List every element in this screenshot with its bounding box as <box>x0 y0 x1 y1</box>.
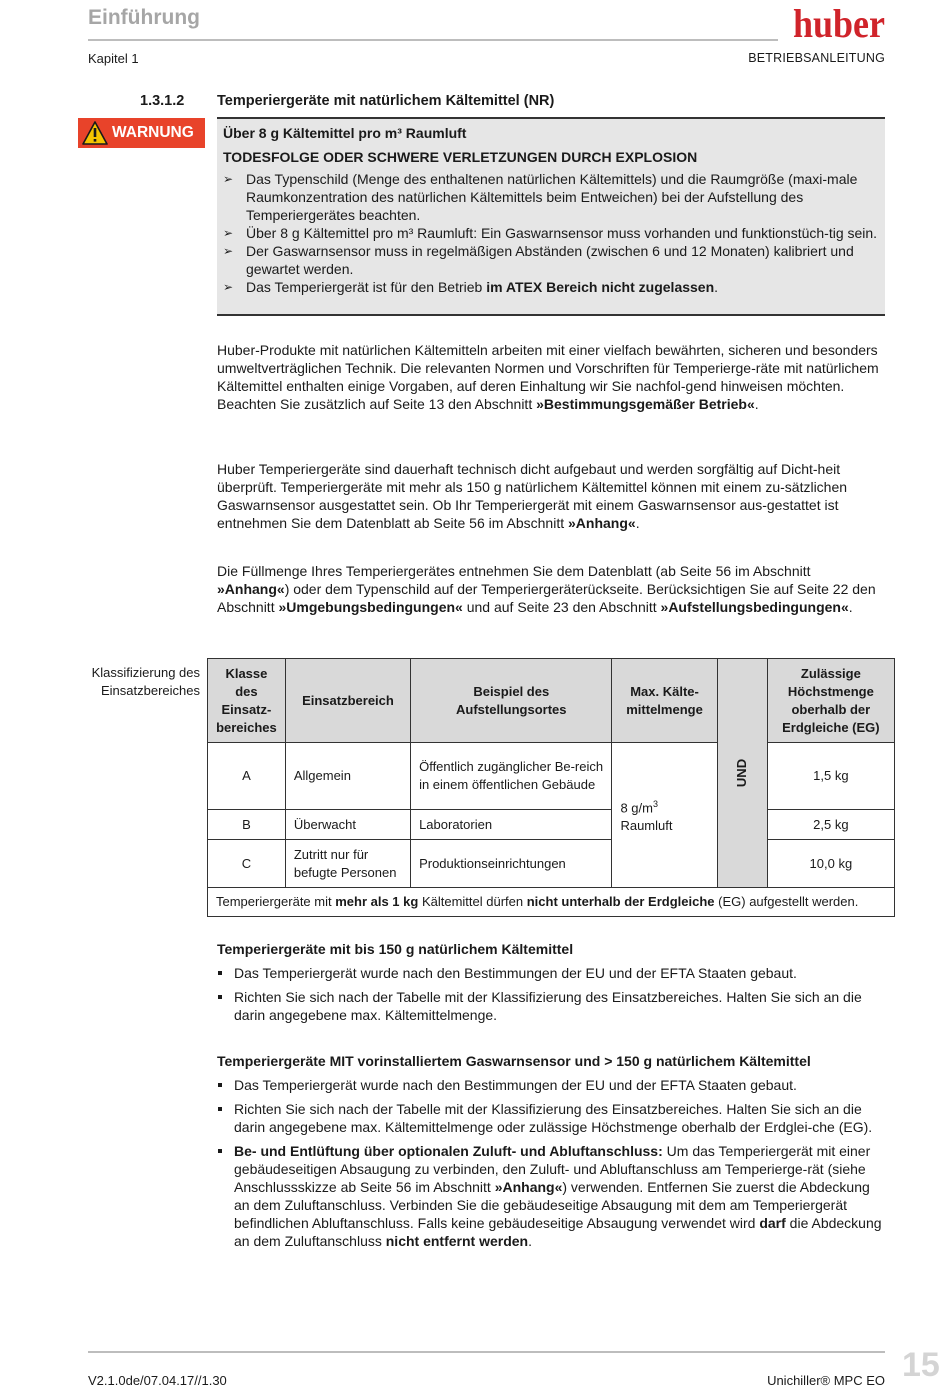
p3-b: »Anhang« <box>217 581 285 597</box>
warning-item: ➢ Das Typenschild (Menge des enthaltenen natürlichen Kältemittels) und die Raumgröße (maxi-male Raumkonzentration des natürlichen Kältemittels beim Entweichen) bei der Aufstellung des Temperiergerätes beachten. <box>223 170 879 224</box>
subsection-title: Temperiergeräte mit natürlichem Kältemittel (NR) <box>217 93 555 109</box>
warning-badge-label: WARNUNG <box>112 124 194 141</box>
table-footer-row <box>208 888 895 917</box>
warning-triangle-icon <box>82 121 108 145</box>
p1-text: Huber-Produkte mit natürlichen Kältemitteln arbeiten mit einer vielfach bewährten, sicheren und besonders umweltverträglichen Technik. Die relevanten Normen und Vorschriften für Temperierge-räte mit natürlichem Kältemittel enthalten einige Vorgaben, auf deren Einhaltung wir Sie nachfol-gend hinweisen möchten. Beachten Sie zusätzlich auf Seite 13 den Abschnitt <box>217 342 879 412</box>
max-unit: Raumluft <box>620 818 673 834</box>
p3-f: »Aufstellungsbedingungen« <box>660 599 849 615</box>
warning-list <box>223 170 879 296</box>
section-150-title: Temperiergeräte mit bis 150 g natürlichem Kältemittel <box>217 941 574 957</box>
cell-einsatz: Allgemein <box>285 743 410 810</box>
cell-einsatz: Überwacht <box>285 810 410 840</box>
item3-f: nicht entfernt werden <box>385 1233 529 1249</box>
warning-item-4-bold: im ATEX Bereich nicht zugelassen <box>486 279 715 295</box>
list-item: Das Temperiergerät wurde nach den Bestimmungen der EU und der EFTA Staaten gebaut. <box>217 964 885 982</box>
cell-klasse: B <box>208 810 286 840</box>
p2-text: Huber Temperiergeräte sind dauerhaft technisch dicht aufgebaut und werden sorgfältig auf Dicht-heit überprüft. Temperiergeräte mit mehr als 150 g natürlichem Kältemittel können mit einem zu-sätzlichen Gaswarnsensor ausgestattet sein. Ob Ihr Temperiergerät mit einem Gaswarnsensor aus-gestattet ist entnehmen Sie dem Datenblatt ab Seite 56 im Abschnitt <box>217 461 848 531</box>
p3-d: »Umgebungsbedingungen« <box>278 599 463 615</box>
list-item <box>217 1142 885 1250</box>
th-zul: Zulässige Höchstmenge oberhalb der Erdgleiche (EG) <box>767 659 894 743</box>
table-footer-note <box>208 888 895 917</box>
warning-box <box>217 117 885 316</box>
th-max: Max. Kälte-mittelmenge <box>612 659 717 743</box>
und-label: UND <box>734 758 750 788</box>
table-row <box>208 810 895 840</box>
section-sensor-title: Temperiergeräte MIT vorinstalliertem Gaswarnsensor und > 150 g natürlichem Kältemittel <box>217 1053 811 1069</box>
paragraph-3 <box>217 562 885 616</box>
max-value: 8 g/m <box>620 800 653 816</box>
tf-2: mehr als 1 kg <box>335 894 419 909</box>
cell-beispiel: Öffentlich zugänglicher Be-reich in einem öffentlichen Gebäude <box>411 743 612 810</box>
section-150-list <box>217 964 885 1030</box>
subsection-number: 1.3.1.2 <box>140 93 185 109</box>
item3-a: Um das Temperiergerät mit einer gebäudeseitigen Absaugung zu verbinden, den Zuluft- und Abluftanschluss am Temperierge-rät (siehe Anschlussskizze ab Seite 56 im Abschnitt <box>234 1143 871 1195</box>
th-einsatz: Einsatzbereich <box>285 659 410 743</box>
max-sup: 3 <box>652 798 658 809</box>
cell-klasse: C <box>208 840 286 888</box>
cell-klasse: A <box>208 743 286 810</box>
cell-zul: 1,5 kg <box>767 743 894 810</box>
cell-beispiel: Laboratorien <box>411 810 612 840</box>
warning-line-1: Über 8 g Kältemittel pro m³ Raumluft <box>223 125 467 141</box>
section-title: Einführung <box>88 6 200 29</box>
p3-c: ) oder dem Typenschild auf der Temperiergeräterückseite. Berücksichtigen Sie auf Seite 22 den Abschnitt <box>217 581 876 615</box>
warning-badge <box>78 118 205 148</box>
table-side-label <box>70 664 200 700</box>
p2-end: . <box>635 515 640 531</box>
item3-g: . <box>528 1233 532 1249</box>
p1-end: . <box>754 396 759 412</box>
tf-4: nicht unterhalb der Erdgleiche <box>526 894 715 909</box>
p2-bold: »Anhang« <box>568 515 636 531</box>
th-beispiel: Beispiel des Aufstellungsortes <box>411 659 612 743</box>
und-column <box>717 659 767 888</box>
section-sensor-list <box>217 1076 885 1256</box>
table-row <box>208 743 895 810</box>
cell-max <box>612 743 717 888</box>
side-label-line-2: Einsatzbereiches <box>101 683 200 698</box>
table-header-row <box>208 659 895 743</box>
p3-e: und auf Seite 23 den Abschnitt <box>462 599 661 615</box>
warning-item-4-pre: Das Temperiergerät ist für den Betrieb <box>246 279 487 295</box>
cell-zul: 2,5 kg <box>767 810 894 840</box>
page-number: 15 <box>902 1346 940 1384</box>
list-item: Das Temperiergerät wurde nach den Bestimmungen der EU und der EFTA Staaten gebaut. <box>217 1076 885 1094</box>
footer-rule <box>88 1351 885 1353</box>
item3-e: die Abdeckung an dem Zuluftanschluss <box>234 1215 882 1249</box>
th-klasse: Klasse des Einsatz-bereiches <box>208 659 286 743</box>
side-label-line-1: Klassifizierung des <box>91 665 200 680</box>
cell-zul: 10,0 kg <box>767 840 894 888</box>
paragraph-1 <box>217 341 885 413</box>
huber-logo <box>792 6 886 42</box>
p1-bold: »Bestimmungsgemäßer Betrieb« <box>536 396 755 412</box>
warning-item: ➢ Über 8 g Kältemittel pro m³ Raumluft: Ein Gaswarnsensor muss vorhanden und funktionstüch-tig sein. <box>223 224 879 242</box>
cell-beispiel: Produktionseinrichtungen <box>411 840 612 888</box>
list-item: Richten Sie sich nach der Tabelle mit der Klassifizierung des Einsatzbereiches. Halten Sie sich an die darin angegebene max. Kältemittelmenge oder zulässige Höchstmenge oberhalb der Erdglei-che (EG). <box>217 1100 885 1136</box>
svg-text:huber: huber <box>793 6 885 42</box>
manual-label: BETRIEBSANLEITUNG <box>748 51 885 65</box>
footer-version: V2.1.0de/07.04.17//1.30 <box>88 1373 227 1388</box>
item3-c: ) verwenden. Entfernen Sie zuerst die Abdeckung an dem Zuluftanschluss. Verbinden Sie die gebäudeseitige Absaugung mit dem am Temperiergerät befindlichen Abluftanschluss. Falls keine gebäudeseitige Absaugung verwendet wird <box>234 1179 870 1231</box>
paragraph-2 <box>217 460 885 532</box>
warning-item-4-post: . <box>714 279 719 295</box>
table-row <box>208 840 895 888</box>
chapter-label: Kapitel 1 <box>88 51 139 66</box>
warning-item: ➢ Der Gaswarnsensor muss in regelmäßigen Abständen (zwischen 6 und 12 Monaten) kalibriert und gewartet werden. <box>223 242 879 278</box>
header-rule <box>88 39 778 41</box>
p3-g: . <box>848 599 853 615</box>
footer-product: Unichiller® MPC EO <box>767 1373 885 1388</box>
tf-3: Kältemittel dürfen <box>418 894 527 909</box>
warning-item <box>223 278 879 296</box>
list-item: Richten Sie sich nach der Tabelle mit der Klassifizierung des Einsatzbereiches. Halten Sie sich an die darin angegebene max. Kältemittelmenge. <box>217 988 885 1024</box>
item3-b: »Anhang« <box>494 1179 563 1195</box>
item3-bold: Be- und Entlüftung über optionalen Zuluft- und Abluftanschluss: <box>234 1143 663 1159</box>
cell-einsatz: Zutritt nur für befugte Personen <box>285 840 410 888</box>
tf-5: (EG) aufgestellt werden. <box>714 894 859 909</box>
warning-line-2: TODESFOLGE ODER SCHWERE VERLETZUNGEN DURCH EXPLOSION <box>223 149 698 165</box>
tf-1: Temperiergeräte mit <box>216 894 336 909</box>
classification-table <box>207 658 895 917</box>
item3-d: darf <box>759 1215 786 1231</box>
p3-a: Die Füllmenge Ihres Temperiergerätes entnehmen Sie dem Datenblatt (ab Seite 56 im Abschnitt <box>217 563 811 579</box>
